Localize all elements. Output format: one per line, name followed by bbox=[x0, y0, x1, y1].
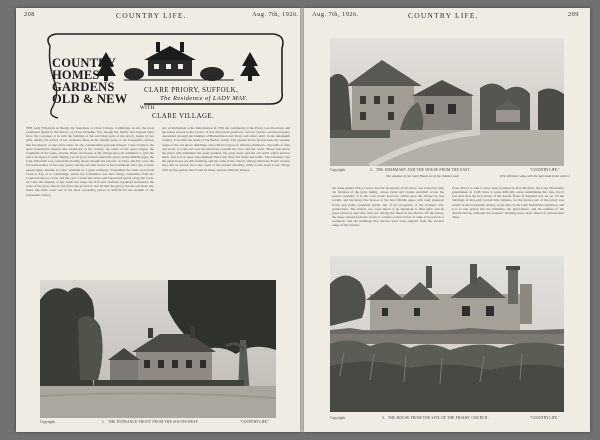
photo-1-credit-left: Copyright. bbox=[40, 420, 56, 424]
photo-friars-church-image bbox=[330, 256, 564, 412]
photo-1-credit-right: "COUNTRY LIFE." bbox=[240, 420, 270, 424]
right-text-column-1 bbox=[332, 186, 444, 252]
photo-1-caption-text: THE ENTRANCE FRONT FROM THE SOUTH-WEST. bbox=[108, 420, 199, 424]
right-col1-paragraph: the areas girded with a crown, and the prosperity of the place was bound up with the fortunes of the great family, whose lands and castles stretched across the eastern counties. It is the wool trade, however, which gave the village its real wealth, and the many fine houses of the later Middle Ages, with their plastered fronts and richly pargetted gables, tell of the prosperity of the clothiers who settled here. The church, too, owes much of its splendour to their gifts, and its great windows and lofty nave are among the finest in the district. Of the priory, the house passed from the crown to various owners before it came to be used as a residence, and the buildings that survive have been adapted from the western range of the cloister. bbox=[332, 186, 444, 228]
photo-2-subcaption bbox=[330, 174, 570, 180]
masthead-line-2: HOMES bbox=[52, 68, 100, 82]
right-text-column-2 bbox=[452, 186, 564, 252]
photo-2-caption-text: THE INFIRMARY AND THE HOUSE FROM THE EAST. bbox=[376, 168, 471, 172]
right-col2-paragraph: Clare Priory is said to have been founded by Earl Richard, the Lady Elizabeth's grandfather, in 1248; there is some difficulty about establishing this date, but it was here that the first house of the Austin Friars in England was set up. Of the buildings of that early period little remains, for the greater part of the priory was rebuilt in the fourteenth century, at the time of the Lady Elizabeth's residence, and it is to this period that the infirmary, the guest-house, and the remains of the church belong, although the domestic buildings have been altered at various later dates. bbox=[452, 186, 564, 220]
photo-entrance-front bbox=[40, 280, 276, 418]
masthead-line-1: COUNTRY bbox=[52, 56, 117, 70]
photo-3-caption bbox=[330, 416, 564, 422]
issue-date: Aug. 7th, 1926. bbox=[312, 11, 359, 18]
photo-2-credit-right: "COUNTRY LIFE." bbox=[530, 168, 560, 172]
left-col1-paragraph: THE Lady Elizabeth de Burgh, the foundress of Clare College, Cambridge, is also the most prominent figure in the history of Clare township. For, though her family had reigned there since the Conquest, it is with the building of the surviving parts of the priory, begun by her gifts, during the period of her residence there in the middle years of the fourteenth century, that the history of that place takes on any considerable personal interest. Clare Castle is the most remarkable mound and earthwork in the county; the ruins of the great chapel, the fragments of the walls, and the many old houses of the village have all combined to give the place an aspect of quiet dignity. Let all good fortune attend the priory in the Middle Ages; the Lady Elizabeth was constantly moving about, though the priories of Clare and Ely were the favourite homes of her later years, and the account books of her household show her to have passed many months at Clare, attended by a great company. Sometimes the visits were from Clare to Ely, or to Cambridge, where her foundation was then rising; sometimes from her London house to Clare, and the carts carried her stores and household goods along the roads. At Clare the remains of her castle rise large, her rich and carefully-organised household, the ruins of the great church, the friars she protected, and all that the priory records tell about her, make this little town one of the most rewarding places in Suffolk for the student of the fourteenth century. bbox=[26, 126, 154, 197]
photo-1-number: 1. bbox=[102, 420, 106, 424]
masthead-line-4: OLD & NEW bbox=[52, 92, 128, 106]
page-number: 208 bbox=[24, 11, 35, 18]
masthead bbox=[44, 24, 286, 124]
left-col2-paragraph: Act of Parliament at the Reformation in 1539 the community at the Priory was dissolved, and the house passed to the Crown. It was afterwards granted to various owners, and the property descended through the families of Barnardiston and Poley and others until, in the nineteenth century, it became the home of the Barker family. The present house incorporates the western range of the old priory buildings, and with its long roof, massive chimneys, and walls of flint and stone, it looks out over the meadows towards the river and the castle. Those who know the place will remember the quiet gardens, the great trees, and the old walls which enclose them, and it is in these surroundings that Lady May has made her home. The infirmary and the guest-house are still standing, and the ruins of the church, among which the Friars' cloister may still be traced, lie to the south of the present dwelling, while to the north is the village with its fine parish church and its many ancient timbered houses. bbox=[162, 126, 290, 172]
photo-entrance-front-image bbox=[40, 280, 276, 418]
masthead-line-3: GARDENS bbox=[52, 80, 115, 94]
photo-3-credit-left: Copyright. bbox=[330, 416, 346, 420]
photo-2-number: 2. bbox=[370, 168, 374, 172]
photo-2-credit-left: Copyright. bbox=[330, 168, 346, 172]
photo-3-caption-text: THE HOUSE FROM THE SITE OF THE FRIARS' CHURCH. bbox=[388, 416, 489, 420]
left-text-column-2 bbox=[162, 126, 290, 278]
photo-2-subcaption-text: The windows of the Guest House are in the chimney wall. bbox=[386, 174, 460, 178]
right-page bbox=[304, 8, 590, 432]
magazine-title: COUNTRY LIFE. bbox=[116, 11, 187, 20]
left-page bbox=[16, 8, 300, 432]
article-place: CLARE PRIORY, SUFFOLK, bbox=[144, 86, 239, 94]
photo-1-caption bbox=[40, 420, 276, 426]
photo-3-number: 3. bbox=[382, 416, 386, 420]
photo-infirmary-image bbox=[330, 38, 564, 166]
photo-2-subcaption-right: (The infirmary wing, with the open shed in the centre.) bbox=[500, 174, 570, 178]
photo-3-credit-right: "COUNTRY LIFE." bbox=[530, 416, 560, 420]
article-with: WITH bbox=[140, 106, 155, 111]
article-village: CLARE VILLAGE. bbox=[152, 112, 215, 120]
right-page-header bbox=[304, 11, 590, 21]
left-text-column-1 bbox=[26, 126, 154, 278]
photo-infirmary bbox=[330, 38, 564, 166]
issue-date: Aug. 7th, 1926. bbox=[252, 11, 299, 18]
left-page-header bbox=[16, 11, 300, 21]
page-number: 209 bbox=[568, 11, 579, 18]
magazine-title: COUNTRY LIFE. bbox=[408, 11, 479, 20]
photo-friars-church bbox=[330, 256, 564, 412]
article-residence: The Residence of LADY MAY. bbox=[160, 95, 248, 102]
